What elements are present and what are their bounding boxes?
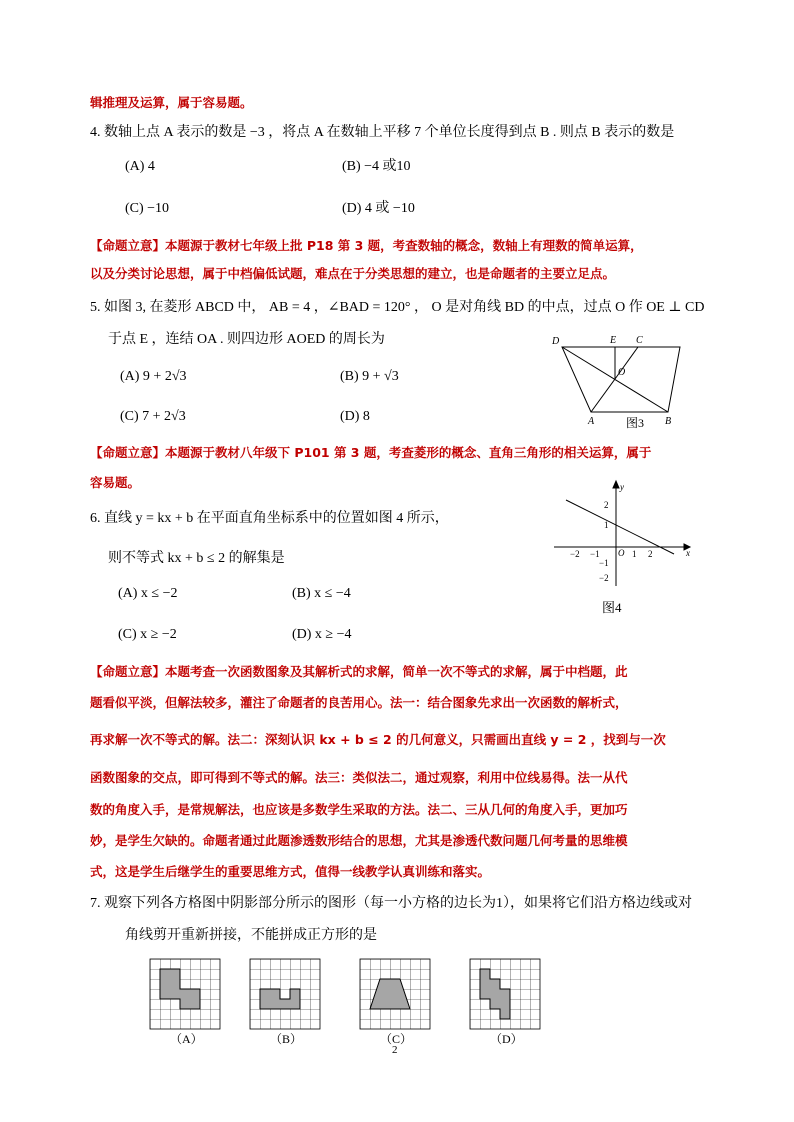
y-tick--1: −1 [599, 558, 609, 568]
q6-note-line-6: 妙，是学生欠缺的。命题者通过此题渗透数形结合的思想，尤其是渗透代数问题几何考量的思维模 [90, 833, 628, 848]
grid-d [470, 959, 540, 1029]
figure-3-caption: 图3 [626, 416, 645, 430]
q6-stem-line-1: 6. 直线 y = kx + b 在平面直角坐标系中的位置如图 4 所示， [90, 511, 449, 526]
figure-4-graph [552, 478, 692, 618]
origin-label: O [618, 548, 625, 558]
q6-option-c: (C) x ≥ −2 [118, 627, 177, 642]
q5-option-a: (A) 9 + 2√3 [120, 369, 187, 384]
q4-option-a: (A) 4 [125, 159, 155, 174]
y-tick-1: 1 [604, 520, 609, 530]
y-axis-label: y [620, 482, 624, 492]
y-tick--2: −2 [599, 573, 609, 583]
q6-stem-line-2: 则不等式 kx + b ≤ 2 的解集是 [108, 551, 285, 566]
rhombus-outline [562, 347, 680, 412]
q6-note-line-7: 式，这是学生后继学生的重要思维方式，值得一线教学认真训练和落实。 [90, 864, 491, 879]
q6-note-line-4: 函数图象的交点，即可得到不等式的解。法三：类似法二，通过观察，利用中位线易得。法一从代 [90, 770, 628, 785]
q5-stem-line-1: 5. 如图 3, 在菱形 ABCD 中， AB = 4 ，∠BAD = 120° ， O 是对角线 BD 的中点，过点 O 作 OE ⊥ CD [90, 300, 705, 315]
q4-note-line-2: 以及分类讨论思想，属于中档偏低试题，难点在于分类思想的建立，也是命题者的主要立足点。 [90, 266, 616, 281]
label-c: C [636, 335, 643, 346]
page-number: 2 [392, 1044, 398, 1056]
x-tick-2: 2 [648, 549, 653, 559]
q6-note-line-1: 【命题立意】本题考查一次函数图象及其解析式的求解，简单一次不等式的求解，属于中档题，此 [90, 664, 628, 679]
shape-b [260, 989, 300, 1009]
q4-option-d: (D) 4 或 −10 [342, 201, 415, 216]
grid-c-caption: （C） [380, 1032, 413, 1046]
q5-stem-line-2: 于点 E ，连结 OA . 则四边形 AOED 的周长为 [108, 332, 385, 347]
label-d: D [552, 336, 560, 347]
grid-c [360, 959, 430, 1029]
q5-note-line-1: 【命题立意】本题源于教材八年级下 P101 第 3 题，考查菱形的概念、直角三角形的相关运算，属于 [90, 445, 652, 460]
y-tick-2: 2 [604, 500, 609, 510]
x-axis-label: x [686, 548, 690, 558]
q7-stem-line-2: 角线剪开重新拼接，不能拼成正方形的是 [125, 928, 377, 943]
q6-option-b: (B) x ≤ −4 [292, 586, 351, 601]
q6-note-line-3: 再求解一次不等式的解。法二：深刻认识 kx + b ≤ 2 的几何意义，只需画出直线 y = 2 ，找到与一次 [90, 732, 666, 747]
q4-stem: 4. 数轴上点 A 表示的数是 −3 ，将点 A 在数轴上平移 7 个单位长度得到点 B . 则点 B 表示的数是 [90, 125, 675, 140]
figure-4-caption: 图4 [602, 600, 622, 615]
q6-option-a: (A) x ≤ −2 [118, 586, 178, 601]
q5-option-b: (B) 9 + √3 [340, 369, 399, 384]
label-a: A [588, 416, 595, 427]
grid-a [150, 959, 220, 1029]
label-o: O [618, 367, 626, 378]
q7-stem-line-1: 7. 观察下列各方格图中阴影部分所示的图形（每一小方格的边长为1），如果将它们沿方格边线或对 [90, 896, 692, 911]
q6-option-d: (D) x ≥ −4 [292, 627, 352, 642]
label-b: B [665, 416, 672, 427]
grid-a-caption: （A） [170, 1032, 203, 1046]
q7-grids [140, 955, 720, 1055]
q5-note-line-2: 容易题。 [90, 475, 141, 490]
segment-oa [591, 379, 615, 412]
q5-option-d: (D) 8 [340, 409, 370, 424]
q6-note-line-2: 题看似平淡，但解法较多，灌注了命题者的良苦用心。法一：结合图象先求出一次函数的解析式， [90, 695, 628, 710]
x-tick-1: 1 [632, 549, 637, 559]
label-e: E [610, 335, 617, 346]
grid-b-caption: （B） [270, 1032, 303, 1046]
grid-d-caption: （D） [490, 1032, 523, 1046]
x-tick--1: −1 [590, 549, 600, 559]
x-tick--2: −2 [570, 549, 580, 559]
q6-note-line-5: 数的角度入手，是常规解法，也应该是多数学生采取的方法。法二、三从几何的角度入手，更加巧 [90, 802, 628, 817]
grid-b [250, 959, 320, 1029]
line-y-kx-b [566, 500, 674, 554]
figure-3-rhombus [548, 332, 688, 432]
q4-option-c: (C) −10 [125, 201, 170, 216]
q5-option-c: (C) 7 + 2√3 [120, 409, 186, 424]
q4-option-b: (B) −4 或10 [342, 159, 411, 174]
y-axis-arrow [613, 481, 619, 488]
q4-note-line-1: 【命题立意】本题源于教材七年级上批 P18 第 3 题，考查数轴的概念，数轴上有理数的简单运算， [90, 238, 643, 253]
intro-tail: 辑推理及运算，属于容易题。 [90, 95, 253, 110]
